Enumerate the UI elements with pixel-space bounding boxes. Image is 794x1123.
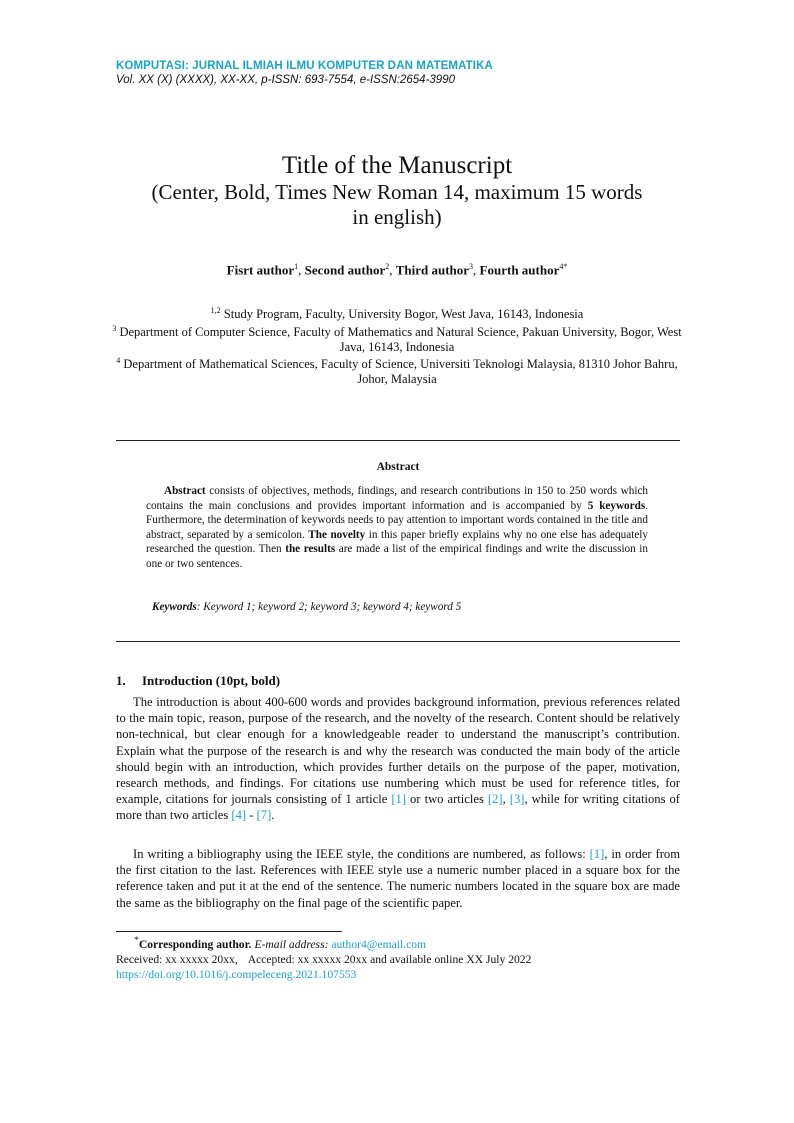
doi-link[interactable]: https://doi.org/10.1016/j.compeleceng.2021.107553: [116, 967, 357, 981]
citation-link[interactable]: [7]: [256, 808, 272, 823]
paragraph-text: In writing a bibliography using the IEEE style, the conditions are numbered, as follows:: [133, 847, 590, 861]
title-block: [100, 152, 694, 230]
affiliation-item: [112, 304, 682, 322]
affiliation-item: [112, 354, 682, 386]
paragraph: [116, 846, 680, 911]
affiliation-text: Department of Computer Science, Faculty of Mathematics and Natural Science, Pakuan University, Bogor, West Java, 16143, Indonesia: [119, 324, 682, 354]
email-label: E-mail address:: [254, 937, 329, 951]
author-sup: 2: [385, 262, 390, 271]
author-list: Fisrt author$^1$, Second author$^2$, Third author$^3$, Fourth author$^{4*}$: [226, 262, 568, 278]
footnote-rule: [116, 931, 342, 932]
paragraph-text: ,: [502, 792, 510, 807]
affiliations: [112, 304, 682, 386]
affiliation-sup: 1,2: [210, 306, 221, 315]
section-heading: [116, 673, 280, 689]
paragraph-text: , while for writing citations of more than two articles: [116, 792, 680, 823]
abstract-bold: Abstract: [164, 485, 206, 497]
affiliation-text: Department of Mathematical Sciences, Faculty of Science, Universiti Teknologi Malaysia, 81310 Johor Bahru, Johor, Malaysia: [123, 357, 678, 386]
journal-header: [116, 60, 493, 86]
abstract-text: in this paper briefly explains why no one else has adequately researched the question. Then: [146, 528, 649, 555]
title-subtitle-line2: in english): [352, 205, 442, 229]
title-subtitle-line1: (Center, Bold, Times New Roman 14, maximum 15 words: [151, 180, 643, 204]
abstract-bold: The novelty: [308, 528, 366, 541]
abstract-bold: the results: [285, 543, 336, 555]
author-name: Fourth author: [479, 262, 560, 278]
paragraph-text: or two articles: [406, 792, 488, 807]
citation-link[interactable]: [1]: [391, 792, 407, 807]
keywords: [152, 601, 652, 613]
paragraph-text: , in order from the first citation to the last. References with IEEE style use a numeric number placed in a square box for the reference taken and put it at the end of the sentence. The numeric numbers located in the square box are made the same as the bibliography on the final page of the scientific paper.: [116, 847, 680, 910]
citation-link[interactable]: [3]: [509, 792, 525, 807]
corresponding-author-note: [116, 933, 680, 952]
received-date: Received: xx xxxxx 20xx,: [116, 952, 238, 966]
abstract-body: [146, 484, 648, 571]
section-number: 1.: [116, 673, 126, 688]
author-name: Second author: [304, 262, 386, 278]
affiliation-item: [112, 322, 682, 354]
paragraph-text: .: [271, 808, 275, 823]
citation-link[interactable]: [4]: [231, 808, 247, 823]
author-sup: 3: [469, 262, 474, 271]
journal-volume: Vol. XX (X) (XXXX), XX-XX, p-ISSN: 693-7554, e-ISSN:2654-3990: [116, 74, 455, 86]
manuscript-title: Title of the Manuscript: [281, 152, 513, 179]
section-title: Introduction (10pt, bold): [142, 673, 281, 688]
paragraph: [116, 694, 680, 824]
journal-name: KOMPUTASI: JURNAL ILMIAH ILMU KOMPUTER DAN MATEMATIKA: [116, 60, 493, 72]
corresponding-label: Corresponding author.: [138, 937, 252, 951]
paragraph-text: -: [246, 808, 257, 823]
affiliation-sup: 3: [112, 323, 117, 333]
author-name: Third author: [395, 262, 470, 278]
keywords-label: Keywords: [152, 601, 197, 613]
paragraph-text: The introduction is about 400-600 words and provides background information, previous references related to the main topic, reason, purpose of the research, and the novelty of the research. Content should be relatively non-technical, but clear enough for a knowledgeable reader to understand the manuscript’s contribution. Explain what the purpose of the research is and why the research was conducted the main body of the article should begin with an introduction, which provides further details on the purpose of the paper, motivation, research methods, and findings. For citations use numbering which must be used for reference titles, for example, citations for journals consisting of 1 article: [116, 695, 680, 807]
abstract-bold: 5 keywords: [587, 499, 646, 512]
affiliation-text: Study Program, Faculty, University Bogor, West Java, 16143, Indonesia: [223, 307, 584, 322]
author-sup: 1: [294, 262, 299, 271]
abstract-text: consists of objectives, methods, findings, and research contributions in 150 to 250 words which contains the main conclusions and provides important information and is accompanied by: [146, 485, 648, 512]
author-sup: 4*: [559, 262, 568, 271]
email-link[interactable]: author4@email.com: [331, 937, 427, 951]
dates-line: [116, 952, 680, 967]
affiliation-sup: 4: [116, 356, 121, 366]
footnotes: [116, 933, 680, 982]
author-name: Fisrt author: [226, 262, 295, 278]
abstract-text: . Furthermore, the determination of keywords needs to pay attention to important words contained in the title and abstract, separated by a semicolon.: [146, 499, 648, 541]
abstract-top-rule: [116, 440, 680, 441]
footnote-mark: *: [134, 935, 139, 946]
citation-link[interactable]: [1]: [589, 847, 605, 861]
keywords-text: : Keyword 1; keyword 2; keyword 3; keyword 4; keyword 5: [196, 601, 462, 613]
accepted-date: Accepted: xx xxxxx 20xx and available online XX July 2022: [247, 952, 532, 966]
citation-link[interactable]: [2]: [487, 792, 503, 807]
abstract-bottom-rule: [116, 641, 680, 642]
abstract-text: are made a list of the empirical findings and write the discussion in one or two sentences.: [146, 543, 648, 570]
abstract-heading: Abstract: [376, 461, 420, 473]
